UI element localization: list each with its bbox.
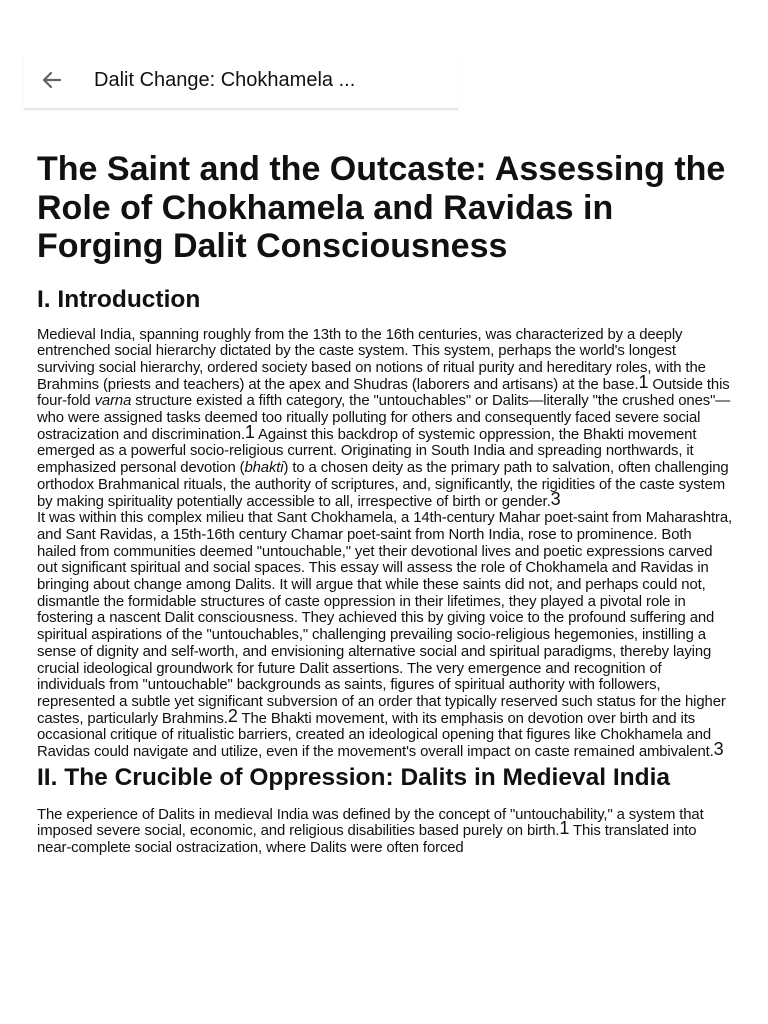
section-heading-oppression: II. The Crucible of Oppression: Dalits in Medieval India — [37, 763, 671, 791]
footnote-ref[interactable]: 1 — [638, 371, 649, 392]
paragraph-oppression-1: The experience of Dalits in medieval India was defined by the concept of "untouchability," a system that imposed severe social, economic, and religious disabilities based purely on birth.$^1$ This translated into near-complete social ostracization, where Dalits were often forced — [37, 806, 704, 857]
arrow-back-icon — [38, 67, 66, 93]
paragraph-intro-2: It was within this complex milieu that Sant Chokhamela, a 14th-century Mahar poet-saint from Maharashtra, and Sant Ravidas, a 15th-16th century Chamar poet-saint from North India, rose to prominence. Both hailed from communities deemed "untouchable," yet their devotional lives and poetic expressions carved out significant spiritual and social spaces. This essay will assess the role of Chokhamela and Ravidas in bringing about change among Dalits. It will argue that while these saints did not, and perhaps could not, dismantle the formidable structures of caste oppression in their lifetimes, they played a pivotal role in fostering a nascent Dalit consciousness. They achieved this by giving voice to the profound suffering and spiritual aspirations of the "untouchables," challenging prevailing socio-religious hegemonies, instilling a sense of dignity and self-worth, and envisioning alternative social and spiritual paradigms, thereby laying crucial ideological groundwork for future Dalit assertions. The very emergence and recognition of individuals from "untouchable" backgrounds as saints, figures of spiritual authority with followers, represented a subtle yet significant subversion of an order that typically reserved such status for the higher castes, particularly Brahmins.$^2$ The Bhakti movement, with its emphasis on devotion over birth and its occasional critique of ritualistic barriers, created an ideological opening that figures like Chokhamela and Ravidas could navigate and utilize, even if the movement's overall impact on caste remained ambivalent.$^3$ — [37, 510, 733, 761]
paragraph-intro-1: Medieval India, spanning roughly from the 13th to the 16th centuries, was characterized by a deeply entrenched social hierarchy dictated by the caste system. This system, perhaps the world's longest surviving social hierarchy, ordered society based on notions of ritual purity and hereditary roles, with the Brahmins (priests and teachers) at the apex and Shudras (laborers and artisans) at the base.$^1$ Outside this four-fold varna structure existed a fifth category, the "untouchables" or Dalits—literally "the crushed ones"—who were assigned tasks deemed too ritually polluting for others and consequently faced severe social ostracization and discrimination.$^1$ Against this backdrop of systemic oppression, the Bhakti movement emerged as a powerful socio-religious current. Originating in South India and spreading northwards, it emphasized personal devotion (bhakti) to a chosen deity as the primary path to salvation, often challenging orthodox Brahmanical rituals, the authority of scriptures, and, significantly, the rigidities of the caste system by making spirituality potentially accessible to all, irrespective of birth or gender.$^3$ — [37, 326, 731, 510]
document-toolbar — [24, 51, 458, 110]
footnote-ref[interactable]: 1 — [244, 421, 255, 442]
footnote-ref[interactable]: 3 — [713, 739, 724, 760]
article-title: The Saint and the Outcaste: Assessing the Role of Chokhamela and Ravidas in Forging Dalit Consciousness — [37, 150, 726, 265]
footnote-ref[interactable]: 3 — [550, 488, 561, 509]
footnote-ref[interactable]: 1 — [559, 818, 570, 839]
section-heading-introduction: I. Introduction — [37, 285, 201, 313]
article-body — [37, 150, 733, 857]
document-title: Dalit Change: Chokhamela ... — [94, 69, 356, 91]
back-button[interactable] — [38, 67, 66, 93]
footnote-ref[interactable]: 2 — [227, 705, 238, 726]
